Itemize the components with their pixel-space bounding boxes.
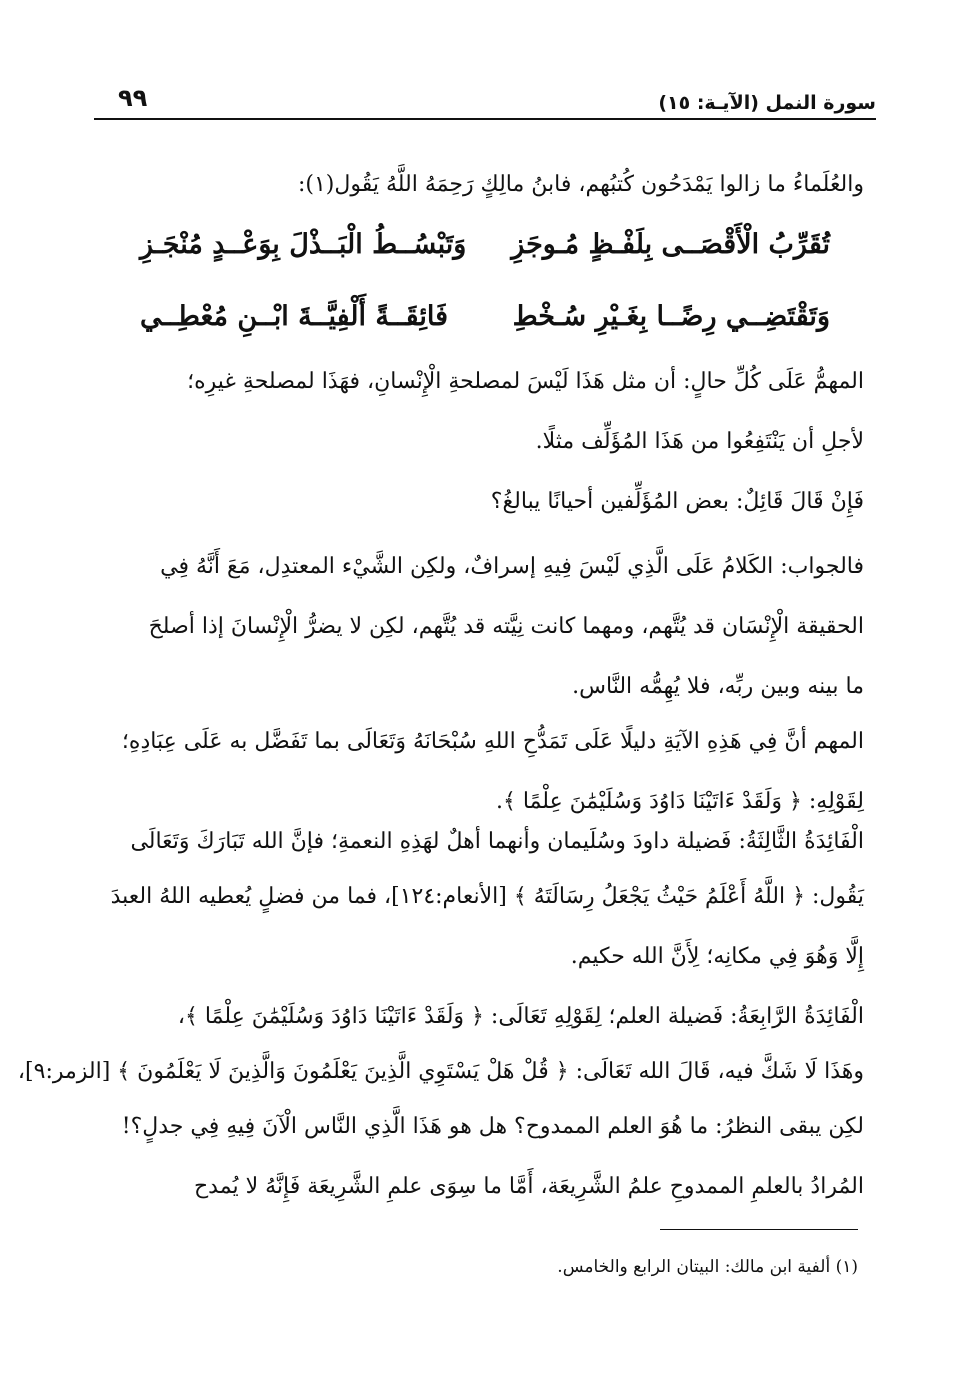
poem-hemistich: فَائِقَــةً أَلْفِيَّــةَ ابْــنِ مُعْطِــي [140,301,448,332]
text-line: فالجواب: الكَلامُ عَلَى الَّذِي لَيْسَ فِيهِ إسرافٌ، ولكِن الشَّيْء المعتدِل، مَعَ أَنَّهُ فِي [160,554,864,579]
text-line: المهم أنَّ فِي هَذِهِ الآيَةِ دليلًا عَلَى تَمَدُّحِ اللهِ سُبْحَانَهُ وَتَعَالَى بما تَفَضَّل به عَلَى عِبَادِهِ؛ [121,729,864,754]
text-line: لأجلِ أن يَنْتَفِعُوا من هَذَا المُؤَلِّف مثلًا. [535,429,864,454]
poem-hemistich: تُقَرِّبُ الْأَقْصَــى بِلَفْـظٍ مُـوجَزِ [511,229,830,260]
text-line: الحقيقة الْإِنْسَان قد يُتَّهم، ومهما كانت نِيَّته قد يُتَّهم، لكِن لا يضرُّ الْإِنْسانَ إذا أصلحَ [148,614,864,639]
poem-hemistich: وَتَبْسُــطُ الْبَــذْلَ بِوَعْــدٍ مُنْجَـزِ [140,229,467,260]
header-rule [94,118,876,120]
text-line: والعُلَماءُ ما زالوا يَمْدَحُون كُتبُهم، فابنُ مالِكٍ رَحِمَهُ اللَّهُ يَقُول(١): [297,172,864,197]
footnote-separator [660,1229,858,1230]
poem-hemistich: وَتَقْتَضِــي رِضًــا بِغَـيْرِ سُـخْطِ [512,301,830,332]
surah-title: سورة النمل (الآيـة: ١٥) [658,92,876,114]
text-line: فَإِنْ قَالَ قَائِلٌ: بعض المُؤَلِّفين أحيانًا يبالغُ؟ [490,489,864,514]
text-line: المهمُّ عَلَى كُلِّ حالٍ: أن مثل هَذَا لَيْسَ لمصلحةِ الْإِنْسانِ، فهَذَا لمصلحةِ غيرِه؛ [187,369,864,394]
page-number: ٩٩ [118,84,148,112]
text-line: الْفَائِدَةُ الرَّابِعَةُ: فَضيلة العلم؛ لِقَوْلِهِ تَعَالَى: ﴿ وَلَقَدْ ءَاتَيْنَا دَاوُدَ وَسُلَيْمَٰنَ عِلْمًا ﴾، [177,1004,864,1029]
text-line: لكِن يبقى النظرُ: ما هُوَ العلم الممدوح؟ هل هو هَذَا الَّذِي النَّاس الْآنَ فِيهِ فِي جدلٍ؟! [121,1114,864,1139]
text-line: يَقُول: ﴿ اللَّهُ أَعْلَمُ حَيْثُ يَجْعَلُ رِسَالَتَهُ ﴾ [الأنعام:١٢٤]، فما من فضلٍ يُعطيه اللهُ العبدَ [110,884,864,909]
text-line: ما بينه وبين ربِّه، فلا يُهِمُّه النَّاس. [572,674,864,699]
text-line: لِقَوْلِهِ: ﴿ وَلَقَدْ ءَاتَيْنَا دَاوُدَ وَسُلَيْمَٰنَ عِلْمًا ﴾. [495,789,864,814]
footnote: (١) ألفية ابن مالك: البيتان الرابع والخامس. [557,1257,858,1277]
text-line: إِلَّا وَهُوَ فِي مكانِه؛ لِأَنَّ الله حكيم. [570,944,864,969]
text-line: المُرادُ بالعلمِ الممدوحِ علمُ الشَّرِيعَة، أَمَّا ما سِوَى علمِ الشَّرِيعَة فَإِنَّهُ لا يُمدح [193,1174,864,1199]
text-line: الْفَائِدَةُ الثَّالِثَةُ: فَضيلة داودَ وسُلَيمان وأنهما أهلٌ لهَذِهِ النعمةِ؛ فإنَّ الله تَبَارَكَ وَتَعَالَى [130,829,864,854]
text-line: وهَذَا لَا شَكَّ فيه، قَالَ الله تَعَالَى: ﴿ قُلْ هَلْ يَسْتَوِي الَّذِينَ يَعْلَمُونَ وَالَّذِينَ لَا يَعْلَمُونَ ﴾ [الزمر:٩]، [17,1059,864,1084]
